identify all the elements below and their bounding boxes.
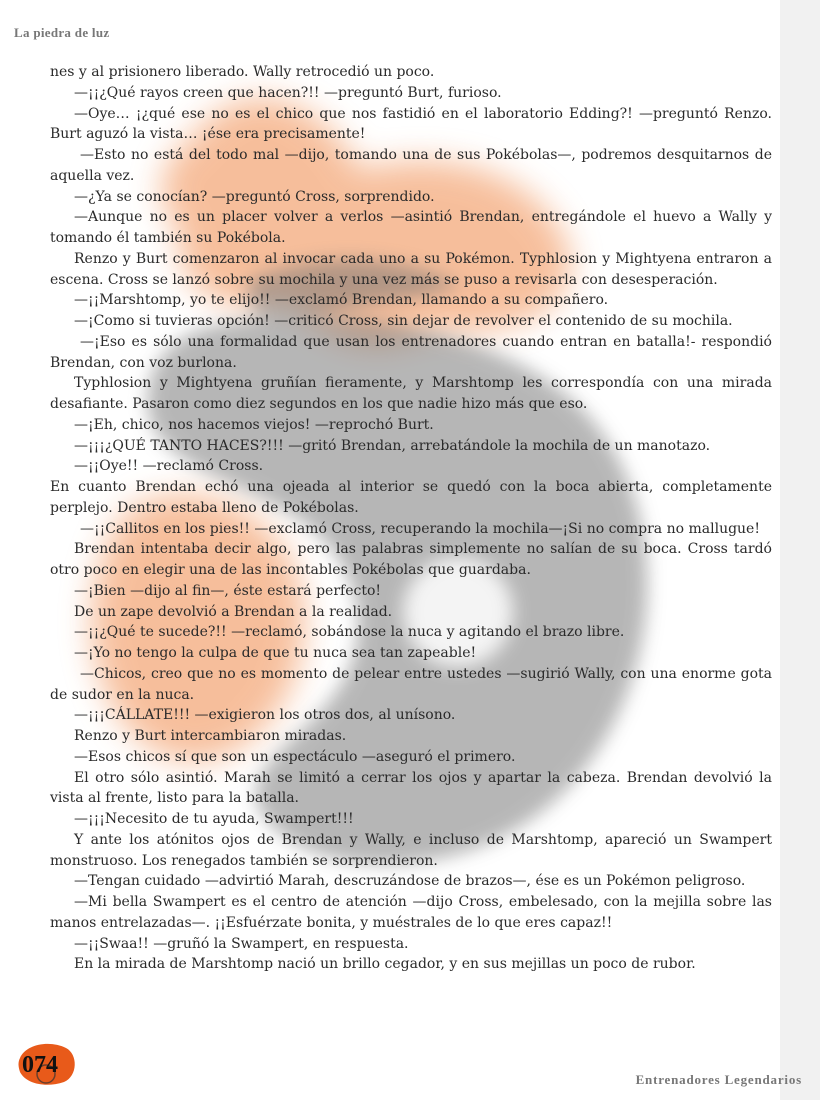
paragraph: —Mi bella Swampert es el centro de atención —dijo Cross, embelesado, con la mejilla sobre las manos entrelazadas—. ¡¡Esfuérzate bonita, y muéstrales de lo que eres capaz!! <box>50 894 772 931</box>
paragraph: —Esto no está del todo mal —dijo, tomando una de sus Pokébolas—, podremos desquitarnos de aquella vez. <box>50 147 772 184</box>
paragraph: —¡Eh, chico, nos hacemos viejos! —reprochó Burt. <box>74 416 434 433</box>
page-number: 074 <box>22 1052 58 1078</box>
paragraph: —¡¡Swaa!! —gruñó la Swampert, en respuesta. <box>74 935 409 952</box>
paragraph: —¡Yo no tengo la culpa de que tu nuca sea tan zapeable! <box>74 645 477 661</box>
paragraph: En cuanto Brendan echó una ojeada al interior se quedó con la boca abierta, completamente perplejo. Dentro estaba lleno de Pokébolas. <box>50 479 772 516</box>
footer-book-title: Entrenadores Legendarios <box>635 1072 802 1087</box>
chapter-body-text <box>50 62 772 975</box>
paragraph: Y ante los atónitos ojos de Brendan y Wally, e incluso de Marshtomp, apareció un Swampert monstruoso. Los renegados también se sorprendieron. <box>50 831 772 869</box>
page-number-badge <box>16 1040 76 1086</box>
paragraph: —¡¡¿Qué rayos creen que hacen?!! —preguntó Burt, furioso. <box>74 84 502 101</box>
paragraph: —Chicos, creo que no es momento de pelear entre ustedes —sugirió Wally, con una enorme gota de sudor en la nuca. <box>50 665 772 703</box>
page-shadow-right <box>780 0 820 1100</box>
paragraph: —Esos chicos sí que son un espectáculo —aseguró el primero. <box>74 748 516 765</box>
paragraph: —¡¡Callitos en los pies!! —exclamó Cross, recuperando la mochila—¡Si no compra no mallugue! <box>80 520 760 537</box>
paragraph: Renzo y Burt intercambiaron miradas. <box>74 728 347 744</box>
paragraph: —Aunque no es un placer volver a verlos —asintió Brendan, entregándole el huevo a Wally y tomando él también su Pokébola. <box>50 209 772 246</box>
paragraph: —¡Eso es sólo una formalidad que usan los entrenadores cuando entran en batalla!- respondió Brendan, con voz burlona. <box>50 333 772 371</box>
paragraph: Renzo y Burt comenzaron al invocar cada uno a su Pokémon. Typhlosion y Mightyena entraron a escena. Cross se lanzó sobre su mochila y una vez más se puso a revisarla con desesperación. <box>50 250 772 288</box>
paragraph: El otro sólo asintió. Marah se limitó a cerrar los ojos y apartar la cabeza. Brendan devolvió la vista al frente, listo para la batalla. <box>50 769 772 807</box>
paragraph: —¡¡¿Qué te sucede?!! —reclamó, sobándose la nuca y agitando el brazo libre. <box>74 624 625 641</box>
paragraph: —¡Bien —dijo al fin—, éste estará perfecto! <box>74 582 382 599</box>
paragraph: De un zape devolvió a Brendan a la realidad. <box>74 603 393 620</box>
paragraph: —¡¡¡CÁLLATE!!! —exigieron los otros dos, al unísono. <box>74 707 456 724</box>
paragraph: —Tengan cuidado —advirtió Marah, descruzándose de brazos—, ése es un Pokémon peligroso. <box>74 873 746 890</box>
paragraph: —¡¡¡¿QUÉ TANTO HACES?!!! —gritó Brendan, arrebatándole la mochila de un manotazo. <box>74 437 711 454</box>
paragraph: —¡¡Marshtomp, yo te elijo!! —exclamó Brendan, llamando a su compañero. <box>74 292 609 309</box>
paragraph: —¿Ya se conocían? —preguntó Cross, sorprendido. <box>74 188 435 205</box>
paragraph: Brendan intentaba decir algo, pero las palabras simplemente no salían de su boca. Cross tardó otro poco en elegir una de las incontables Pokébolas que guardaba. <box>50 541 772 578</box>
paragraph: —¡¡Oye!! —reclamó Cross. <box>74 458 264 475</box>
paragraph: Typhlosion y Mightyena gruñían fieramente, y Marshtomp les correspondía con una mirada desafiante. Pasaron como diez segundos en los que nadie hizo más que eso. <box>50 375 772 412</box>
paragraph: —¡Como si tuvieras opción! —criticó Cross, sin dejar de revolver el contenido de su mochila. <box>74 313 733 329</box>
paragraph: En la mirada de Marshtomp nació un brillo cegador, y en sus mejillas un poco de rubor. <box>74 956 696 973</box>
paragraph: —Oye… ¡¿qué ese no es el chico que nos fastidió en el laboratorio Edding?! —preguntó Renzo. Burt aguzó la vista… ¡ése era precisamente! <box>50 105 772 143</box>
running-head: La piedra de luz <box>14 25 110 40</box>
paragraph: nes y al prisionero liberado. Wally retrocedió un poco. <box>50 64 435 80</box>
paragraph: —¡¡¡Necesito de tu ayuda, Swampert!!! <box>74 811 354 827</box>
